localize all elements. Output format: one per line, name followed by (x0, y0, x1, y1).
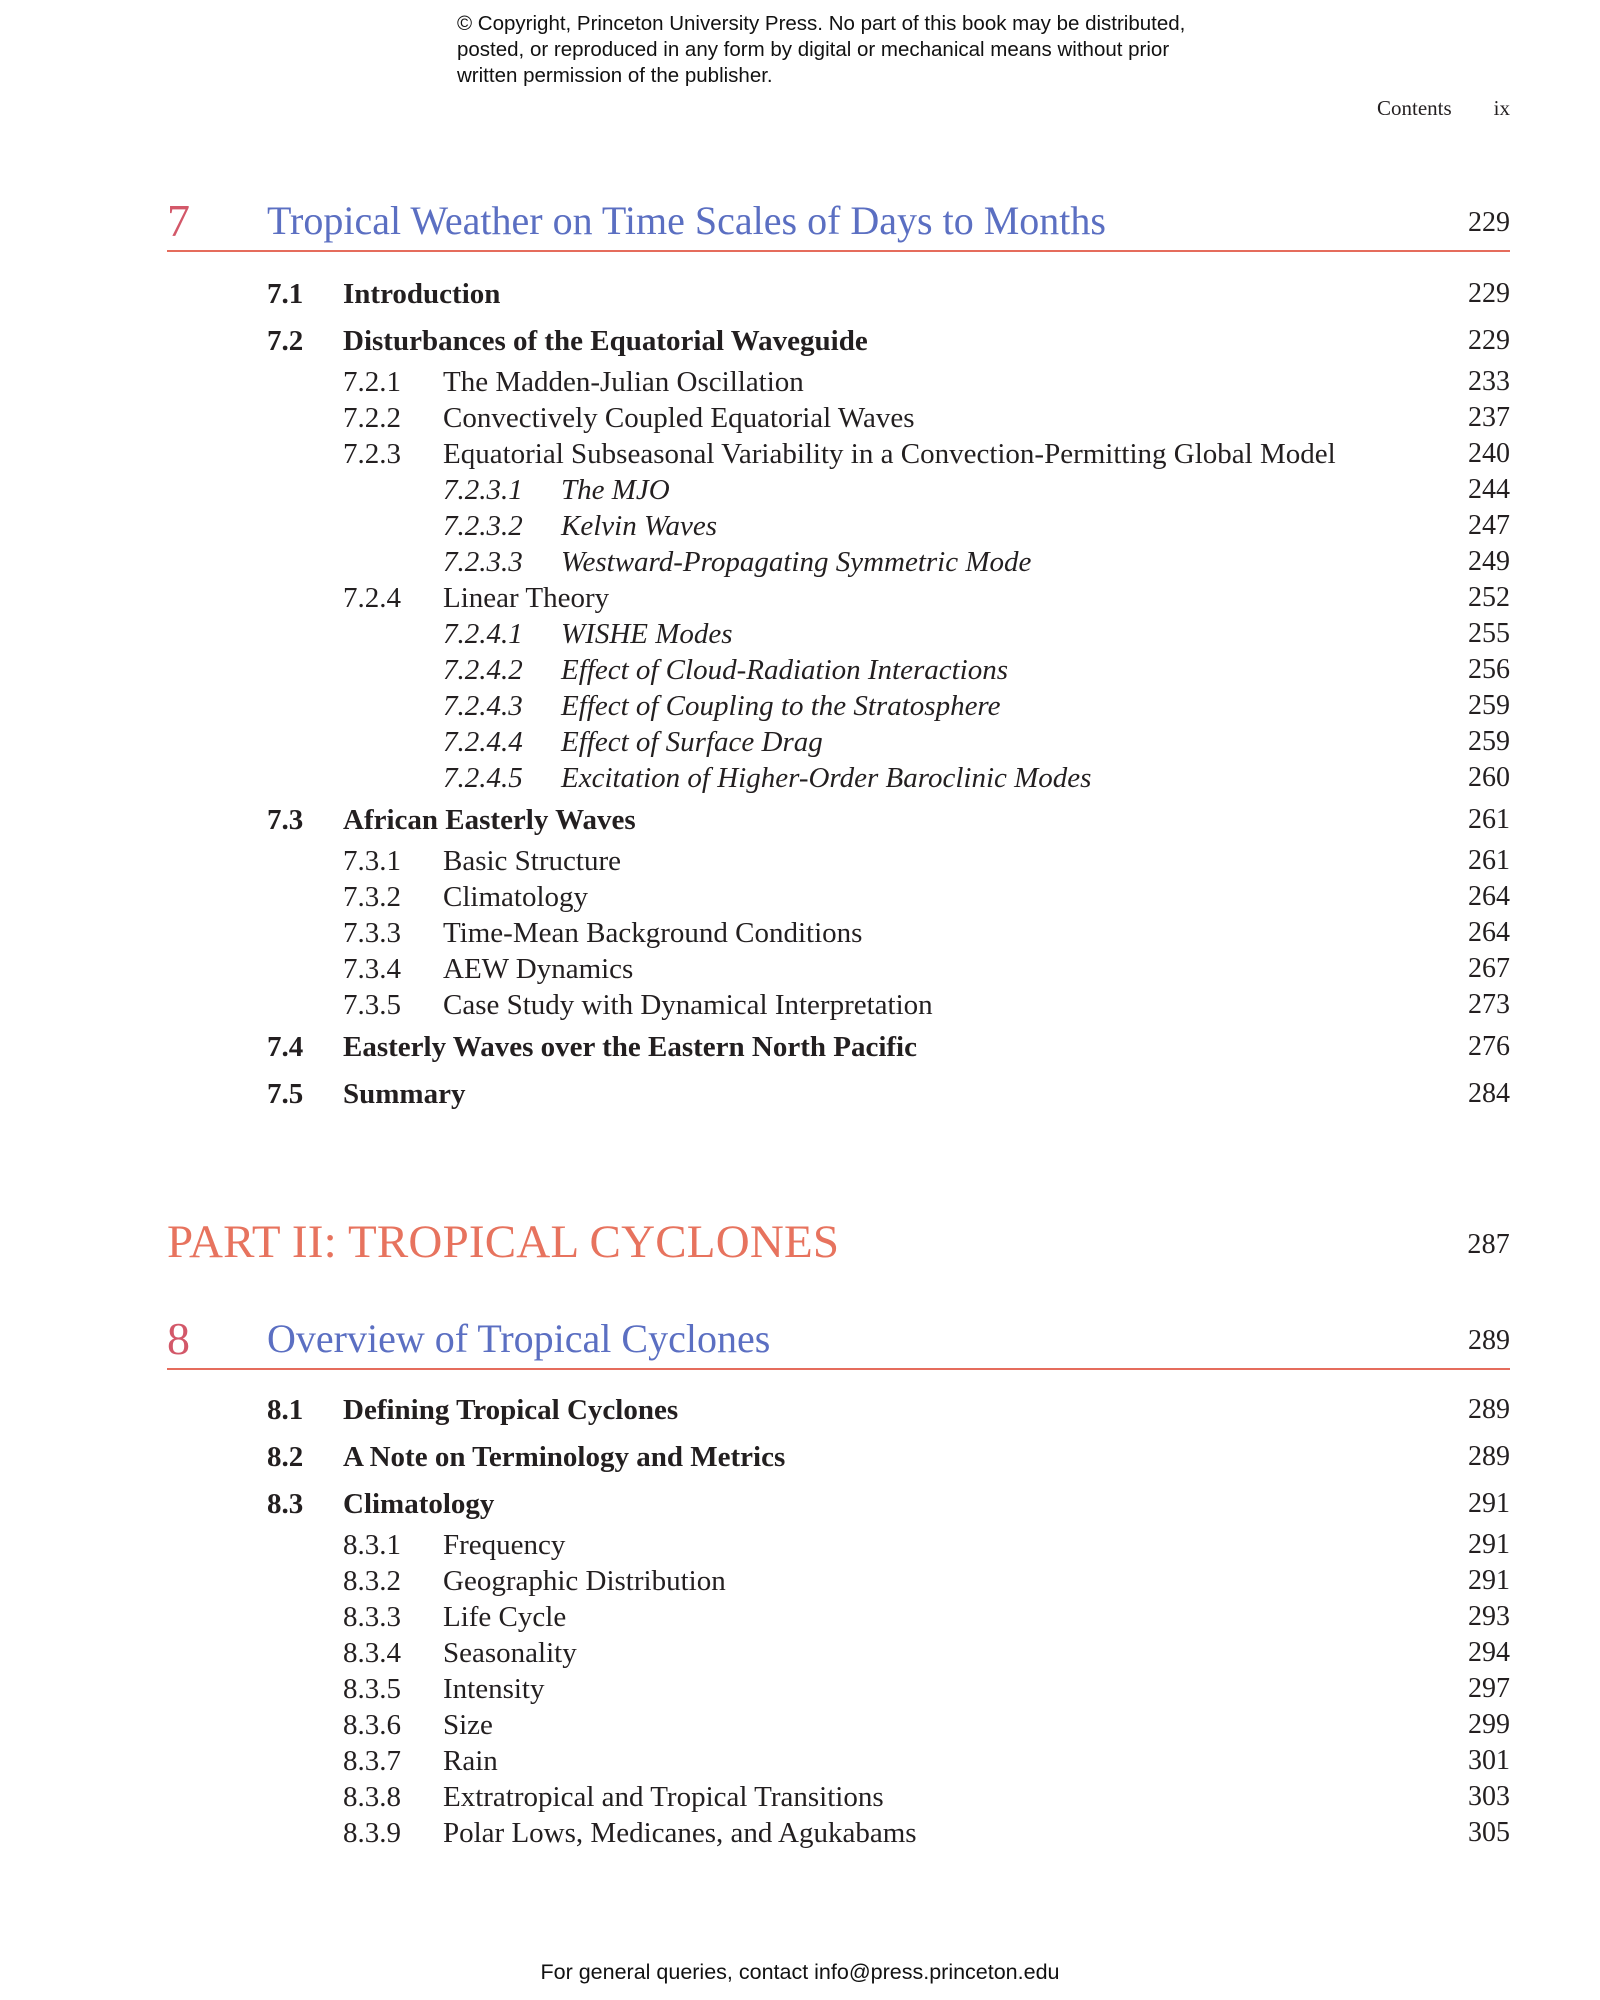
section-title: Rain (443, 1745, 498, 1777)
section-title: Effect of Cloud-Radiation Interactions (561, 654, 1009, 686)
section-page: 294 (1468, 1637, 1510, 1668)
section-page: 303 (1468, 1781, 1510, 1812)
section-number: 7.3.2 (343, 881, 401, 913)
section-number: 7.3 (267, 804, 304, 836)
toc-entry[interactable] (0, 474, 1510, 510)
footer-contact: For general queries, contact info@press.princeton.edu (540, 1960, 1060, 1984)
section-number: 8.3.7 (343, 1745, 401, 1777)
toc-entry[interactable] (0, 989, 1510, 1025)
section-number: 7.2.4.2 (443, 654, 523, 686)
section-title: Summary (343, 1078, 466, 1110)
section-title: Convectively Coupled Equatorial Waves (443, 402, 915, 434)
section-number: 7.2.3.1 (443, 474, 523, 506)
section-title: Climatology (343, 1488, 495, 1520)
section-title: The MJO (561, 474, 670, 506)
section-number: 7.4 (267, 1031, 304, 1063)
section-number: 7.2.4.5 (443, 762, 523, 794)
section-page: 256 (1468, 654, 1510, 685)
part-title: PART II: TROPICAL CYCLONES (167, 1216, 840, 1268)
section-page: 229 (1468, 278, 1510, 309)
chapter-page: 289 (1468, 1325, 1510, 1356)
section-title: Disturbances of the Equatorial Waveguide (343, 325, 868, 357)
section-number: 7.3.5 (343, 989, 401, 1021)
toc-entry[interactable] (0, 1565, 1510, 1601)
toc-entry[interactable] (0, 804, 1510, 840)
section-number: 7.2.4.1 (443, 618, 523, 650)
chapter-title: Overview of Tropical Cyclones (267, 1316, 771, 1361)
section-number: 8.2 (267, 1441, 304, 1473)
section-title: Introduction (343, 278, 501, 310)
section-page: 305 (1468, 1817, 1510, 1848)
toc-entry[interactable] (0, 1031, 1510, 1067)
section-page: 284 (1468, 1078, 1510, 1109)
section-title: Geographic Distribution (443, 1565, 726, 1597)
section-title: The Madden-Julian Oscillation (443, 366, 804, 398)
running-head (1377, 96, 1510, 121)
toc-entry[interactable] (0, 1745, 1510, 1781)
toc-entry[interactable] (0, 654, 1510, 690)
section-page: 260 (1468, 762, 1510, 793)
toc-entry[interactable] (0, 618, 1510, 654)
section-page: 291 (1468, 1529, 1510, 1560)
section-title: African Easterly Waves (343, 804, 636, 836)
toc-entry[interactable] (0, 325, 1510, 361)
section-page: 276 (1468, 1031, 1510, 1062)
section-title: Time-Mean Background Conditions (443, 917, 863, 949)
section-number: 8.3.4 (343, 1637, 401, 1669)
section-number: 8.3.8 (343, 1781, 401, 1813)
section-title: AEW Dynamics (443, 953, 634, 985)
section-page: 297 (1468, 1673, 1510, 1704)
part-page: 287 (1467, 1229, 1510, 1260)
section-number: 7.2.4.4 (443, 726, 523, 758)
chapter-page: 229 (1468, 207, 1510, 238)
toc-entry[interactable] (0, 278, 1510, 314)
section-page: 259 (1468, 690, 1510, 721)
chapter-number: 7 (167, 195, 190, 246)
toc-entry[interactable] (0, 1078, 1510, 1114)
toc-entry[interactable] (0, 1441, 1510, 1477)
section-page: 289 (1468, 1441, 1510, 1472)
toc-entry[interactable] (0, 1781, 1510, 1817)
toc-entry[interactable] (0, 881, 1510, 917)
section-number: 7.3.1 (343, 845, 401, 877)
toc-entry[interactable] (0, 1817, 1510, 1853)
toc-entry[interactable] (0, 1601, 1510, 1637)
section-title: Basic Structure (443, 845, 621, 877)
toc-entry[interactable] (0, 1637, 1510, 1673)
section-title: Linear Theory (443, 582, 610, 614)
section-title: Defining Tropical Cyclones (343, 1394, 679, 1426)
section-title: Easterly Waves over the Eastern North Pacific (343, 1031, 917, 1063)
toc-entry[interactable] (0, 1673, 1510, 1709)
section-title: Effect of Coupling to the Stratosphere (561, 690, 1001, 722)
section-number: 7.1 (267, 278, 304, 310)
section-title: Case Study with Dynamical Interpretation (443, 989, 933, 1021)
section-number: 7.2.2 (343, 402, 401, 434)
section-page: 261 (1468, 845, 1510, 876)
section-number: 8.3.2 (343, 1565, 401, 1597)
section-number: 8.3.6 (343, 1709, 401, 1741)
section-title: Effect of Surface Drag (561, 726, 823, 758)
section-number: 8.3 (267, 1488, 304, 1520)
toc-entry[interactable] (0, 1709, 1510, 1745)
section-page: 233 (1468, 366, 1510, 397)
section-title: Equatorial Subseasonal Variability in a Convection-Permitting Global Model (443, 438, 1336, 470)
section-number: 8.3.1 (343, 1529, 401, 1561)
toc-entry[interactable] (0, 438, 1510, 474)
toc-entry[interactable] (0, 402, 1510, 438)
section-page: 237 (1468, 402, 1510, 433)
section-page: 264 (1468, 917, 1510, 948)
section-title: Climatology (443, 881, 588, 913)
section-page: 301 (1468, 1745, 1510, 1776)
section-page: 273 (1468, 989, 1510, 1020)
section-number: 7.3.3 (343, 917, 401, 949)
section-title: Frequency (443, 1529, 566, 1561)
toc-entry[interactable] (0, 510, 1510, 546)
section-number: 8.3.3 (343, 1601, 401, 1633)
toc-entry[interactable] (0, 690, 1510, 726)
section-title: A Note on Terminology and Metrics (343, 1441, 786, 1473)
toc-entry[interactable] (0, 726, 1510, 762)
section-page: 259 (1468, 726, 1510, 757)
section-number: 8.3.5 (343, 1673, 401, 1705)
section-page: 267 (1468, 953, 1510, 984)
section-title: Life Cycle (443, 1601, 567, 1633)
section-number: 7.2 (267, 325, 304, 357)
toc-entry[interactable] (0, 1394, 1510, 1430)
section-number: 7.2.3.2 (443, 510, 523, 542)
chapter-number: 8 (167, 1313, 190, 1364)
section-page: 264 (1468, 881, 1510, 912)
section-title: WISHE Modes (561, 618, 733, 650)
section-page: 255 (1468, 618, 1510, 649)
section-page: 229 (1468, 325, 1510, 356)
toc-entry[interactable] (0, 546, 1510, 582)
section-number: 7.3.4 (343, 953, 401, 985)
section-page: 261 (1468, 804, 1510, 835)
section-page: 289 (1468, 1394, 1510, 1425)
section-number: 7.2.4 (343, 582, 401, 614)
toc-entry[interactable] (0, 917, 1510, 953)
toc-entry[interactable] (0, 762, 1510, 798)
section-page: 291 (1468, 1565, 1510, 1596)
chapter-heading-7 (167, 194, 1510, 252)
section-page: 293 (1468, 1601, 1510, 1632)
section-page: 299 (1468, 1709, 1510, 1740)
section-title: Kelvin Waves (561, 510, 717, 542)
section-page: 247 (1468, 510, 1510, 541)
toc-entry[interactable] (0, 1488, 1510, 1524)
section-number: 7.2.1 (343, 366, 401, 398)
section-number: 8.3.9 (343, 1817, 401, 1849)
section-title: Excitation of Higher-Order Baroclinic Modes (561, 762, 1092, 794)
section-number: 7.2.3.3 (443, 546, 523, 578)
section-page: 244 (1468, 474, 1510, 505)
section-page: 249 (1468, 546, 1510, 577)
section-number: 7.2.4.3 (443, 690, 523, 722)
running-head-title: Contents (1376, 96, 1452, 120)
section-title: Intensity (443, 1673, 545, 1705)
chapter-heading-8 (167, 1312, 1510, 1370)
part-heading (167, 1215, 1510, 1269)
page-number: ix (1493, 96, 1510, 120)
section-page: 291 (1468, 1488, 1510, 1519)
toc-entry[interactable] (0, 582, 1510, 618)
toc-entry[interactable] (0, 366, 1510, 402)
section-title: Extratropical and Tropical Transitions (443, 1781, 884, 1813)
section-number: 7.2.3 (343, 438, 401, 470)
section-page: 240 (1468, 438, 1510, 469)
toc-entry[interactable] (0, 953, 1510, 989)
toc-entry[interactable] (0, 1529, 1510, 1565)
section-title: Westward-Propagating Symmetric Mode (561, 546, 1032, 578)
chapter-title: Tropical Weather on Time Scales of Days to Months (267, 198, 1106, 243)
section-title: Polar Lows, Medicanes, and Agukabams (443, 1817, 917, 1849)
section-number: 8.1 (267, 1394, 304, 1426)
copyright-notice: © Copyright, Princeton University Press. No part of this book may be distributed, posted, or reproduced in any form by digital or mechanical means without prior written permission of the publisher. (457, 12, 1186, 87)
section-number: 7.5 (267, 1078, 304, 1110)
toc-entry[interactable] (0, 845, 1510, 881)
section-title: Size (443, 1709, 493, 1741)
section-page: 252 (1468, 582, 1510, 613)
section-title: Seasonality (443, 1637, 577, 1669)
